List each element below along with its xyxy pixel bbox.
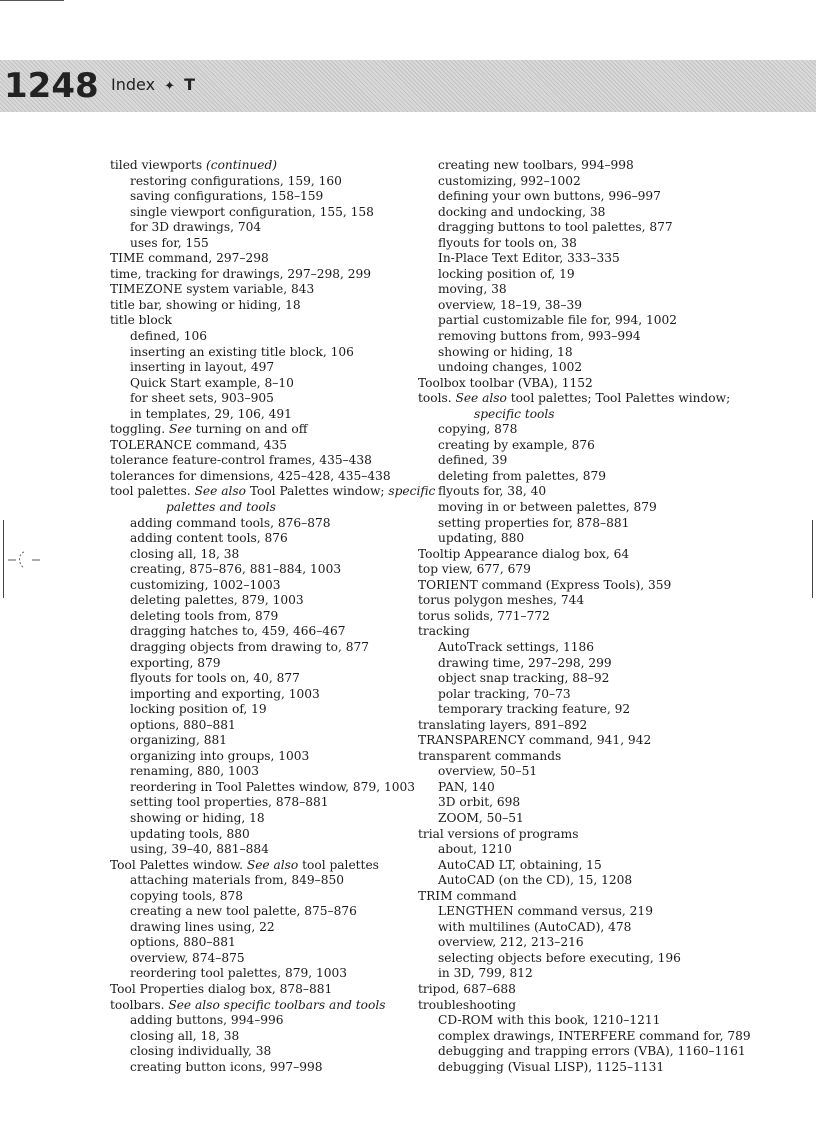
index-subentry xyxy=(418,858,728,874)
index-subentry xyxy=(110,889,410,905)
entry-text: dragging objects from drawing to, 877 xyxy=(130,639,370,654)
index-subentry xyxy=(110,904,410,920)
index-entry-continuation xyxy=(110,500,410,516)
entry-text: tools. xyxy=(418,391,456,406)
index-subentry xyxy=(418,904,728,920)
index-entry xyxy=(418,624,728,640)
entry-text: Tool Properties dialog box, 878–881 xyxy=(110,981,333,996)
index-subentry xyxy=(110,189,410,205)
index-entry xyxy=(110,313,410,329)
entry-text: creating button icons, 997–998 xyxy=(130,1059,323,1074)
index-subentry xyxy=(110,640,410,656)
index-entry xyxy=(418,889,728,905)
index-subentry xyxy=(418,438,728,454)
index-entry-continuation xyxy=(418,407,728,423)
index-subentry xyxy=(418,220,728,236)
entry-text: creating a new tool palette, 875–876 xyxy=(130,904,357,919)
entry-text: closing all, 18, 38 xyxy=(130,1028,240,1043)
index-entry xyxy=(110,422,410,438)
entry-text: top view, 677, 679 xyxy=(418,562,531,577)
entry-text: TORIENT command (Express Tools), 359 xyxy=(418,577,672,592)
index-subentry xyxy=(110,656,410,672)
index-entry xyxy=(110,267,410,283)
entry-text: creating by example, 876 xyxy=(438,437,595,452)
entry-text: for sheet sets, 903–905 xyxy=(130,391,274,406)
index-entry xyxy=(418,998,728,1014)
index-subentry xyxy=(110,966,410,982)
index-subentry xyxy=(110,827,410,843)
entry-text: copying, 878 xyxy=(438,422,518,437)
entry-text: tracking xyxy=(418,624,470,639)
entry-text: See also xyxy=(194,484,246,499)
entry-text: inserting in layout, 497 xyxy=(130,360,275,375)
entry-text: translating layers, 891–892 xyxy=(418,717,588,732)
entry-text: overview, 50–51 xyxy=(438,764,538,779)
entry-text: saving configurations, 158–159 xyxy=(130,189,324,204)
entry-text: title bar, showing or hiding, 18 xyxy=(110,297,301,312)
index-subentry xyxy=(418,1028,751,1045)
index-subentry xyxy=(418,920,728,936)
index-subentry xyxy=(418,345,728,361)
index-entry xyxy=(110,158,410,174)
index-subentry xyxy=(418,251,728,267)
index-subentry xyxy=(110,609,410,625)
entry-text: undoing changes, 1002 xyxy=(438,360,583,375)
index-subentry xyxy=(110,391,410,407)
index-subentry xyxy=(110,935,410,951)
index-subentry xyxy=(110,764,410,780)
entry-text: about, 1210 xyxy=(438,842,512,857)
index-subentry xyxy=(110,174,410,190)
index-entry xyxy=(110,469,410,485)
index-subentry xyxy=(418,422,728,438)
entry-text: Tool Palettes window; xyxy=(245,484,389,499)
section-letter: T xyxy=(184,75,196,94)
entry-text: tool palettes xyxy=(298,857,379,872)
entry-text: overview, 18–19, 38–39 xyxy=(438,297,582,312)
entry-text: tiled viewports xyxy=(110,158,207,172)
entry-text: PAN, 140 xyxy=(438,779,495,794)
index-subentry xyxy=(418,189,728,205)
index-subentry xyxy=(418,811,728,827)
entry-text: adding buttons, 994–996 xyxy=(130,1013,284,1028)
entry-text: turning on and off xyxy=(191,422,308,437)
index-subentry xyxy=(418,671,728,687)
entry-text: See also xyxy=(246,857,299,872)
entry-text: ZOOM, 50–51 xyxy=(438,810,524,825)
entry-text: drawing time, 297–298, 299 xyxy=(438,655,612,670)
entry-text: debugging and trapping errors (VBA), 1160–1161 xyxy=(438,1044,746,1059)
entry-text: AutoCAD (on the CD), 15, 1208 xyxy=(438,873,633,888)
index-subentry xyxy=(110,360,410,376)
index-subentry xyxy=(110,671,410,687)
entry-text: setting properties for, 878–881 xyxy=(438,515,630,530)
entry-text: exporting, 879 xyxy=(130,655,221,670)
entry-text: attaching materials from, 849–850 xyxy=(130,873,344,888)
entry-text: toolbars and tools xyxy=(274,997,386,1012)
margin-rule-right xyxy=(812,520,813,598)
index-subentry xyxy=(418,453,728,469)
entry-text: debugging (Visual LISP), 1125–1131 xyxy=(438,1059,665,1074)
index-subentry xyxy=(418,687,728,703)
entry-text: polar tracking, 70–73 xyxy=(438,686,571,701)
index-subentry xyxy=(110,702,410,718)
index-subentry xyxy=(418,764,728,780)
entry-text: TOLERANCE command, 435 xyxy=(110,437,288,452)
entry-text: In-Place Text Editor, 333–335 xyxy=(438,251,620,266)
entry-text: flyouts for tools on, 38 xyxy=(438,235,577,250)
entry-text: updating, 880 xyxy=(438,531,525,546)
index-subentry xyxy=(110,516,410,532)
entry-text: moving, 38 xyxy=(438,282,507,297)
entry-text: importing and exporting, 1003 xyxy=(130,686,320,701)
index-subentry xyxy=(418,966,728,982)
index-entry xyxy=(110,998,410,1014)
entry-text: troubleshooting xyxy=(418,997,517,1012)
entry-text: deleting tools from, 879 xyxy=(130,608,279,623)
entry-text: TIMEZONE system variable, 843 xyxy=(110,282,315,297)
index-entry xyxy=(418,578,728,594)
entry-text: organizing into groups, 1003 xyxy=(130,748,310,763)
entry-text: temporary tracking feature, 92 xyxy=(438,702,631,717)
entry-text: closing individually, 38 xyxy=(130,1044,272,1059)
index-subentry xyxy=(418,795,728,811)
entry-text: updating tools, 880 xyxy=(130,826,250,841)
index-subentry xyxy=(110,220,410,236)
diamond-separator-icon: ✦ xyxy=(164,79,176,94)
entry-text: organizing, 881 xyxy=(130,733,227,748)
entry-text: showing or hiding, 18 xyxy=(130,810,265,825)
entry-text: creating, 875–876, 881–884, 1003 xyxy=(130,562,342,577)
index-subentry xyxy=(110,1044,410,1060)
entry-text: tool palettes; Tool Palettes window; xyxy=(506,391,731,406)
index-subentry xyxy=(110,376,410,392)
entry-text: torus polygon meshes, 744 xyxy=(418,593,585,608)
index-subentry xyxy=(418,500,728,516)
index-subentry xyxy=(418,236,728,252)
index-subentry xyxy=(418,640,728,656)
index-subentry xyxy=(110,749,410,765)
index-entry xyxy=(418,982,728,998)
entry-text: Quick Start example, 8–10 xyxy=(130,375,294,390)
entry-text: renaming, 880, 1003 xyxy=(130,764,260,779)
index-subentry xyxy=(418,1044,746,1060)
entry-text: adding content tools, 876 xyxy=(130,531,288,546)
entry-text: toggling. xyxy=(110,422,170,437)
index-entry xyxy=(418,609,728,625)
entry-text: options, 880–881 xyxy=(130,935,236,950)
entry-text: CD-ROM with this book, 1210–1211 xyxy=(438,1013,661,1028)
index-subentry xyxy=(418,780,728,796)
index-subentry xyxy=(110,1029,410,1045)
index-subentry xyxy=(418,484,728,500)
entry-text: toolbars. xyxy=(110,997,169,1012)
index-subentry xyxy=(110,1013,410,1029)
index-entry xyxy=(418,391,731,407)
crop-mark-top xyxy=(0,0,64,1)
entry-text: Tool Palettes window. xyxy=(110,857,247,872)
entry-text: setting tool properties, 878–881 xyxy=(130,795,329,810)
entry-text: creating new toolbars, 994–998 xyxy=(438,158,634,172)
index-subentry xyxy=(110,779,415,796)
index-entry xyxy=(110,484,436,500)
index-subentry xyxy=(418,267,728,283)
index-entry xyxy=(418,376,728,392)
entry-text: locking position of, 19 xyxy=(130,702,267,717)
margin-rule-left xyxy=(3,520,4,598)
index-entry xyxy=(418,562,728,578)
index-subentry xyxy=(110,547,410,563)
index-subentry xyxy=(418,205,728,221)
entry-text: See also specific xyxy=(168,997,271,1012)
entry-text: transparent commands xyxy=(418,748,562,763)
page-number: 1248 xyxy=(4,66,99,106)
index-entry xyxy=(418,593,728,609)
entry-text: copying tools, 878 xyxy=(130,888,244,903)
index-subentry xyxy=(418,1013,728,1029)
entry-text: specific xyxy=(388,484,436,499)
index-subentry xyxy=(418,531,728,547)
entry-text: overview, 874–875 xyxy=(130,950,245,965)
entry-text: specific tools xyxy=(474,406,555,421)
entry-text: tool palettes. xyxy=(110,484,195,499)
entry-text: in 3D, 799, 812 xyxy=(438,966,533,981)
entry-text: removing buttons from, 993–994 xyxy=(438,329,641,344)
index-subentry xyxy=(110,345,410,361)
index-entry xyxy=(418,827,728,843)
entry-text: locking position of, 19 xyxy=(438,266,575,281)
entry-text: with multilines (AutoCAD), 478 xyxy=(438,919,632,934)
index-subentry xyxy=(110,842,410,858)
entry-text: partial customizable file for, 994, 1002 xyxy=(438,313,678,328)
entry-text: object snap tracking, 88–92 xyxy=(438,671,610,686)
index-subentry xyxy=(418,282,728,298)
entry-text: adding command tools, 876–878 xyxy=(130,515,331,530)
index-subentry xyxy=(110,531,410,547)
entry-text: using, 39–40, 881–884 xyxy=(130,842,269,857)
entry-text: dragging buttons to tool palettes, 877 xyxy=(438,220,673,235)
entry-text: TRIM command xyxy=(418,888,517,903)
entry-text: dragging hatches to, 459, 466–467 xyxy=(130,624,346,639)
index-entry xyxy=(110,298,410,314)
entry-text: palettes and tools xyxy=(166,500,276,515)
entry-text: for 3D drawings, 704 xyxy=(130,220,262,235)
entry-text: Toolbox toolbar (VBA), 1152 xyxy=(418,375,593,390)
index-entry xyxy=(110,858,410,874)
entry-text: TIME command, 297–298 xyxy=(110,251,269,266)
entry-text: drawing lines using, 22 xyxy=(130,919,275,934)
index-entry xyxy=(110,982,410,998)
index-subentry xyxy=(418,873,728,889)
index-subentry xyxy=(110,236,410,252)
entry-text: selecting objects before executing, 196 xyxy=(438,950,681,965)
index-column-left xyxy=(110,158,436,1075)
entry-text: AutoTrack settings, 1186 xyxy=(438,639,595,654)
index-subentry xyxy=(110,873,410,889)
index-subentry xyxy=(418,935,728,951)
entry-text: defined, 106 xyxy=(130,329,208,344)
entry-text: options, 880–881 xyxy=(130,717,236,732)
entry-text: reordering in Tool Palettes window, 879, 1003 xyxy=(130,779,415,794)
index-subentry xyxy=(110,329,410,345)
index-subentry xyxy=(418,469,728,485)
entry-text: trial versions of programs xyxy=(418,826,579,841)
index-subentry xyxy=(110,951,410,967)
entry-text: customizing, 1002–1003 xyxy=(130,577,281,592)
entry-text: uses for, 155 xyxy=(130,235,209,250)
index-subentry xyxy=(110,718,410,734)
entry-text: (continued) xyxy=(206,158,278,172)
entry-text: docking and undocking, 38 xyxy=(438,204,606,219)
index-subentry xyxy=(110,811,410,827)
entry-text: inserting an existing title block, 106 xyxy=(130,344,354,359)
entry-text: 3D orbit, 698 xyxy=(438,795,521,810)
index-column-right xyxy=(418,158,751,1075)
index-entry xyxy=(418,718,728,734)
index-subentry xyxy=(110,593,410,609)
index-subentry xyxy=(418,656,728,672)
index-subentry xyxy=(110,562,410,578)
entry-text: in templates, 29, 106, 491 xyxy=(130,406,292,421)
index-subentry xyxy=(110,407,410,423)
index-subentry xyxy=(418,360,728,376)
entry-text: defined, 39 xyxy=(438,453,508,468)
entry-text: customizing, 992–1002 xyxy=(438,173,581,188)
entry-text: LENGTHEN command versus, 219 xyxy=(438,904,653,919)
index-entry xyxy=(110,438,410,454)
index-subentry xyxy=(418,174,728,190)
index-subentry xyxy=(110,624,410,640)
index-entry xyxy=(110,453,410,469)
index-subentry xyxy=(110,687,410,703)
entry-text: closing all, 18, 38 xyxy=(130,546,240,561)
index-entry xyxy=(418,749,728,765)
entry-text: single viewport configuration, 155, 158 xyxy=(130,204,374,219)
entry-text: flyouts for tools on, 40, 877 xyxy=(130,671,300,686)
index-subentry xyxy=(110,205,410,221)
entry-text: deleting from palettes, 879 xyxy=(438,468,607,483)
index-entry xyxy=(110,251,410,267)
entry-text: tripod, 687–688 xyxy=(418,981,516,996)
entry-text: See xyxy=(169,422,192,437)
entry-text: torus solids, 771–772 xyxy=(418,608,550,623)
index-subentry xyxy=(418,313,728,329)
index-subentry xyxy=(110,733,410,749)
index-subentry xyxy=(418,298,728,314)
entry-text: time, tracking for drawings, 297–298, 299 xyxy=(110,266,371,281)
entry-text: restoring configurations, 159, 160 xyxy=(130,173,342,188)
entry-text: title block xyxy=(110,313,172,328)
index-subentry xyxy=(110,578,410,594)
entry-text: Tooltip Appearance dialog box, 64 xyxy=(418,546,630,561)
entry-text: See also xyxy=(455,391,507,406)
registration-mark-icon xyxy=(8,548,44,572)
entry-text: moving in or between palettes, 879 xyxy=(438,500,657,515)
index-entry xyxy=(110,282,410,298)
index-entry xyxy=(418,547,728,563)
entry-text: TRANSPARENCY command, 941, 942 xyxy=(418,733,652,748)
entry-text: defining your own buttons, 996–997 xyxy=(438,189,661,204)
index-subentry xyxy=(110,795,410,811)
entry-text: flyouts for, 38, 40 xyxy=(438,484,547,499)
index-subentry xyxy=(418,516,728,532)
index-subentry xyxy=(418,842,728,858)
index-subentry xyxy=(418,951,728,967)
index-subentry xyxy=(418,702,728,718)
running-header-label xyxy=(111,72,195,100)
index-entry xyxy=(418,733,728,749)
index-subentry xyxy=(418,329,728,345)
index-subentry xyxy=(110,920,410,936)
entry-text: reordering tool palettes, 879, 1003 xyxy=(130,966,348,981)
section-name: Index xyxy=(111,75,156,94)
entry-text: tolerances for dimensions, 425–428, 435–438 xyxy=(110,468,391,483)
entry-text: deleting palettes, 879, 1003 xyxy=(130,593,304,608)
entry-text: showing or hiding, 18 xyxy=(438,344,573,359)
index-subentry xyxy=(418,1060,728,1076)
entry-text: AutoCAD LT, obtaining, 15 xyxy=(438,857,602,872)
entry-text: tolerance feature-control frames, 435–438 xyxy=(110,453,372,468)
index-subentry xyxy=(110,1060,410,1076)
index-subentry xyxy=(418,158,728,174)
entry-text: complex drawings, INTERFERE command for, 789 xyxy=(438,1028,751,1043)
entry-text: overview, 212, 213–216 xyxy=(438,935,584,950)
